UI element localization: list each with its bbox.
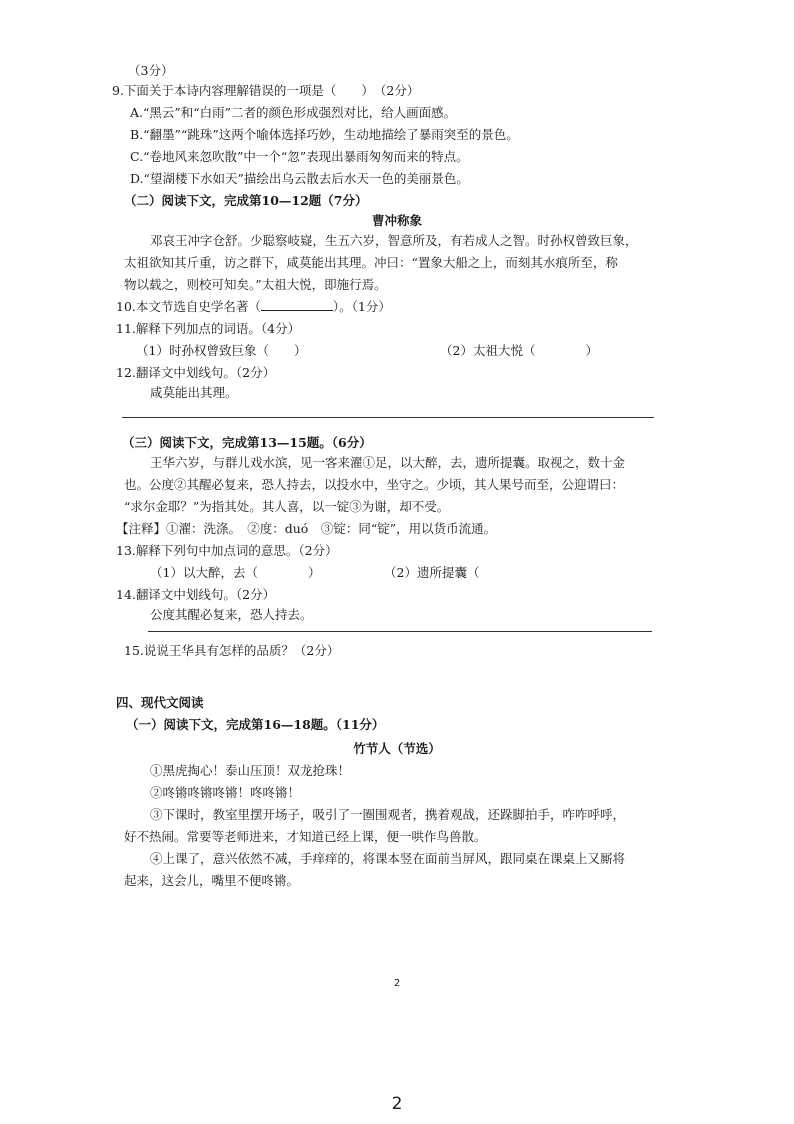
section-3-heading: （三）阅读下文，完成第13—15题。（6分） <box>122 435 372 450</box>
option-a: A.“黑云”和“白雨”二者的颜色形成强烈对比，给人画面感。 <box>130 105 457 120</box>
question-14: 14.翻译文中划线句。（2分） <box>116 587 276 602</box>
paragraph-4: ④上课了，意兴依然不减，手痒痒的，将课本竖在面前当屏风，跟同桌在课桌上又厮将 <box>150 851 626 866</box>
question-10-score: ）。（1分） <box>332 299 391 314</box>
passage-line: 也。公度②其醒必复来，恐人持去，以投水中，坐守之。少顷，其人果号而至，公迎谓曰： <box>124 477 625 492</box>
question-10 <box>116 298 391 316</box>
option-b: B.“翻墨”“跳珠”这两个喻体选择巧妙，生动地描绘了暴雨突至的景色。 <box>130 127 519 142</box>
paragraph-1: ①黑虎掏心！泰山压顶！双龙抢珠！ <box>150 763 351 778</box>
answer-line <box>122 417 654 418</box>
passage-line: 太祖欲知其斤重，访之群下，咸莫能出其理。冲曰：“置象大船之上，而刻其水痕所至，称 <box>124 255 618 270</box>
passage-line: 邓哀王冲字仓舒。少聪察岐嶷，生五六岁，智意所及，有若成人之智。时孙权曾致巨象， <box>150 233 638 248</box>
section-4-heading: 四、现代文阅读 <box>116 695 204 710</box>
paragraph-4-cont: 起来，这会儿，嘴里不便咚锵。 <box>124 873 300 888</box>
question-10-text: 10.本文节选自史学名著（ <box>116 299 261 314</box>
question-12: 12.翻译文中划线句。（2分） <box>116 365 276 380</box>
option-d: D.“望湖楼下水如天”描绘出乌云散去后水天一色的美丽景色。 <box>130 171 469 186</box>
option-c: C.“卷地风来忽吹散”中一个“忽”表现出暴雨匆匆而来的特点。 <box>130 149 469 164</box>
section-2-heading: （二）阅读下文，完成第10—12题（7分） <box>124 193 368 208</box>
paragraph-3-cont: 好不热闹。常要等老师进来，才知道已经上课，便一哄作鸟兽散。 <box>124 829 487 844</box>
paragraph-2: ②咚锵咚锵咚锵！咚咚锵！ <box>150 785 301 800</box>
question-14-sentence: 公度其醒必复来，恐人持去。 <box>150 607 313 622</box>
question-9: 9.下面关于本诗内容理解错误的一项是（ ） （2分） <box>112 83 420 98</box>
passage-line: “求尔金耶？”为指其处。其人喜，以一锭③为谢，却不受。 <box>124 499 450 514</box>
passage-title-caochong: 曹冲称象 <box>371 213 422 228</box>
passage-line: 物以载之，则校可知矣。”太祖大悦，即施行焉。 <box>124 277 387 292</box>
page-number: 2 <box>391 1094 403 1114</box>
question-13-item-1: （1）以大醉，去（ ） <box>150 565 321 580</box>
page-number-small: 2 <box>393 978 401 989</box>
paragraph-3: ③下课时，教室里摆开场子，吸引了一圈围观者，携着观战，还跺脚拍手，咋咋呼呼， <box>150 807 626 822</box>
passage-line: 王华六岁，与群儿戏水滨，见一客来濯①足，以大醉，去，遗所提囊。取视之，数十金 <box>150 455 626 470</box>
question-11: 11.解释下列加点的词语。（4分） <box>116 321 301 336</box>
question-12-sentence: 咸莫能出其理。 <box>150 385 238 400</box>
annotation-notes: 【注释】①濯：洗涤。 ②度：duó ③锭：同“锭”，用以货币流通。 <box>116 521 497 536</box>
subsection-1-heading: （一）阅读下文，完成第16—18题。（11分） <box>126 717 385 732</box>
passage-title-zhujieren: 竹节人（节选） <box>353 741 441 756</box>
answer-line <box>148 631 652 632</box>
question-13-item-2: （2）遗所提囊（ <box>384 565 480 580</box>
question-11-item-1: （1）时孙权曾致巨象（ ） <box>136 343 307 358</box>
question-11-item-2: （2）太祖大悦（ ） <box>440 343 598 358</box>
score-note: （3分） <box>128 63 174 78</box>
question-15: 15.说说王华具有怎样的品质？（2分） <box>124 643 340 658</box>
question-13: 13.解释下列句中加点词的意思。（2分） <box>116 543 338 558</box>
answer-blank <box>261 298 333 311</box>
